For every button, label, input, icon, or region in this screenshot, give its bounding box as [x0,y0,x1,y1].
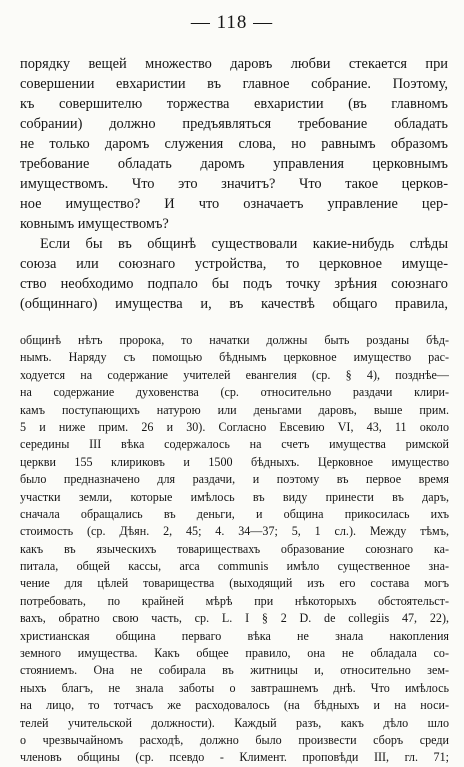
text-line: имуществомъ. Что это значитъ? Что такое церков- [20,176,448,192]
footnote-line: церкви 155 клириковъ и 1500 бѣдныхъ. Церковное имущество [20,454,449,469]
text-line: ковнымъ имуществомъ? [20,216,169,232]
footnote-line: членовъ общины (ср. псевдо - Климент. проповѣди III, гл. 71; [20,750,449,765]
text-line: ное имущество? И что означаетъ управление цер- [20,196,448,212]
footnote-line: было предназначено для раздачи, и поэтому въ первое время [20,472,449,487]
footnote-line: участки земли, которые имѣлось въ виду принести въ даръ, [20,489,449,504]
footnote-line: телей учительской должности). Каждый разъ, какъ дѣло шло [20,715,449,730]
footnote-line: 5 и ниже прим. 26 и 30). Согласно Евсевию VI, 43, 11 около [20,419,449,434]
footnote-line: земного имущества. Какъ общее правило, она не обладала со- [20,646,449,661]
text-line: порядку вещей множество даровъ любви стекается при [20,56,448,72]
text-line: Если бы въ общинѣ существовали какие-нибудь слѣды [40,236,448,252]
footnote-line: середины III вѣка содержалось на счетъ имущества римской [20,437,449,452]
footnote-line: на лицо, то тотчасъ же расходовалось (на бѣдныхъ и на носи- [20,698,449,713]
text-line: собрании) должно предъявляться требование обладать [20,116,448,132]
footnote-line: стояниемъ. Она не собирала въ житницы и, относительно зем- [20,663,449,678]
footnote-line: камъ поступающихъ натурою или деньгами даровъ, выше прим. [20,402,449,417]
footnote-line: сначала обращались въ деньги, и община прикосилась ихъ [20,506,449,521]
footnote-line: какъ въ языческихъ товариществахъ образование союзнаго ка- [20,541,449,556]
footnote-line: стоимость (ср. Дѣян. 2, 45; 4. 34—37; 5, 1 сл.). Между тѣмъ, [20,524,449,539]
text-line: требование обладать даромъ управления церковнымъ [20,156,448,172]
footnote-line: на содержание духовенства (ср. относительно раздачи клири- [20,385,449,400]
footnote-line: общинѣ нѣтъ пророка, то начатки должны быть розданы бѣд- [20,333,449,347]
main-text [20,54,448,314]
footnote-line: потребовать, по крайней мѣрѣ при нѣкоторыхъ обстоятельст- [20,593,449,608]
text-line: союза или союзнаго устройства, то церковное имуще- [20,256,448,272]
footnote-line: христианская община перваго вѣка не знала накопления [20,628,449,643]
page-number: — 118 — [190,12,274,33]
footnote-line: нымъ. Наряду съ помощью бѣднымъ церковное имущество рас- [20,350,449,365]
footnote-line: чение для цѣлей товарищества (выходящий изъ его состава могъ [20,576,449,591]
text-line: совершении евхаристии въ главное собрание. Поэтому, [20,76,448,92]
text-line: (общиннаго) имущества и, въ качествѣ общаго правила, [20,296,448,312]
footnote-line: питала, общей кассы, arca communis имѣло существенное зна- [20,559,449,574]
text-line: ство необходимо подпало бы подъ точку зрѣния союзнаго [20,276,448,292]
footnote-line: ныхъ благъ, не знала заботы о завтрашнемъ днѣ. Что имѣлось [20,680,449,695]
footnote-line: ходуется на содержание учителей евангелия (ср. § 4), позднѣе— [20,367,449,382]
text-line: къ совершителю торжества евхаристии (въ главномъ [20,96,448,112]
footnote-line: о чрезвычайномъ расходѣ, должно было произвести сборъ среди [20,732,449,747]
footnote-line: вахъ, обратно свою часть, ср. L. I § 2 D. de collegiis 47, 22), [20,611,449,626]
text-line: не только даромъ служения слова, но равнымъ образомъ [20,136,448,152]
footnotes [20,332,449,767]
